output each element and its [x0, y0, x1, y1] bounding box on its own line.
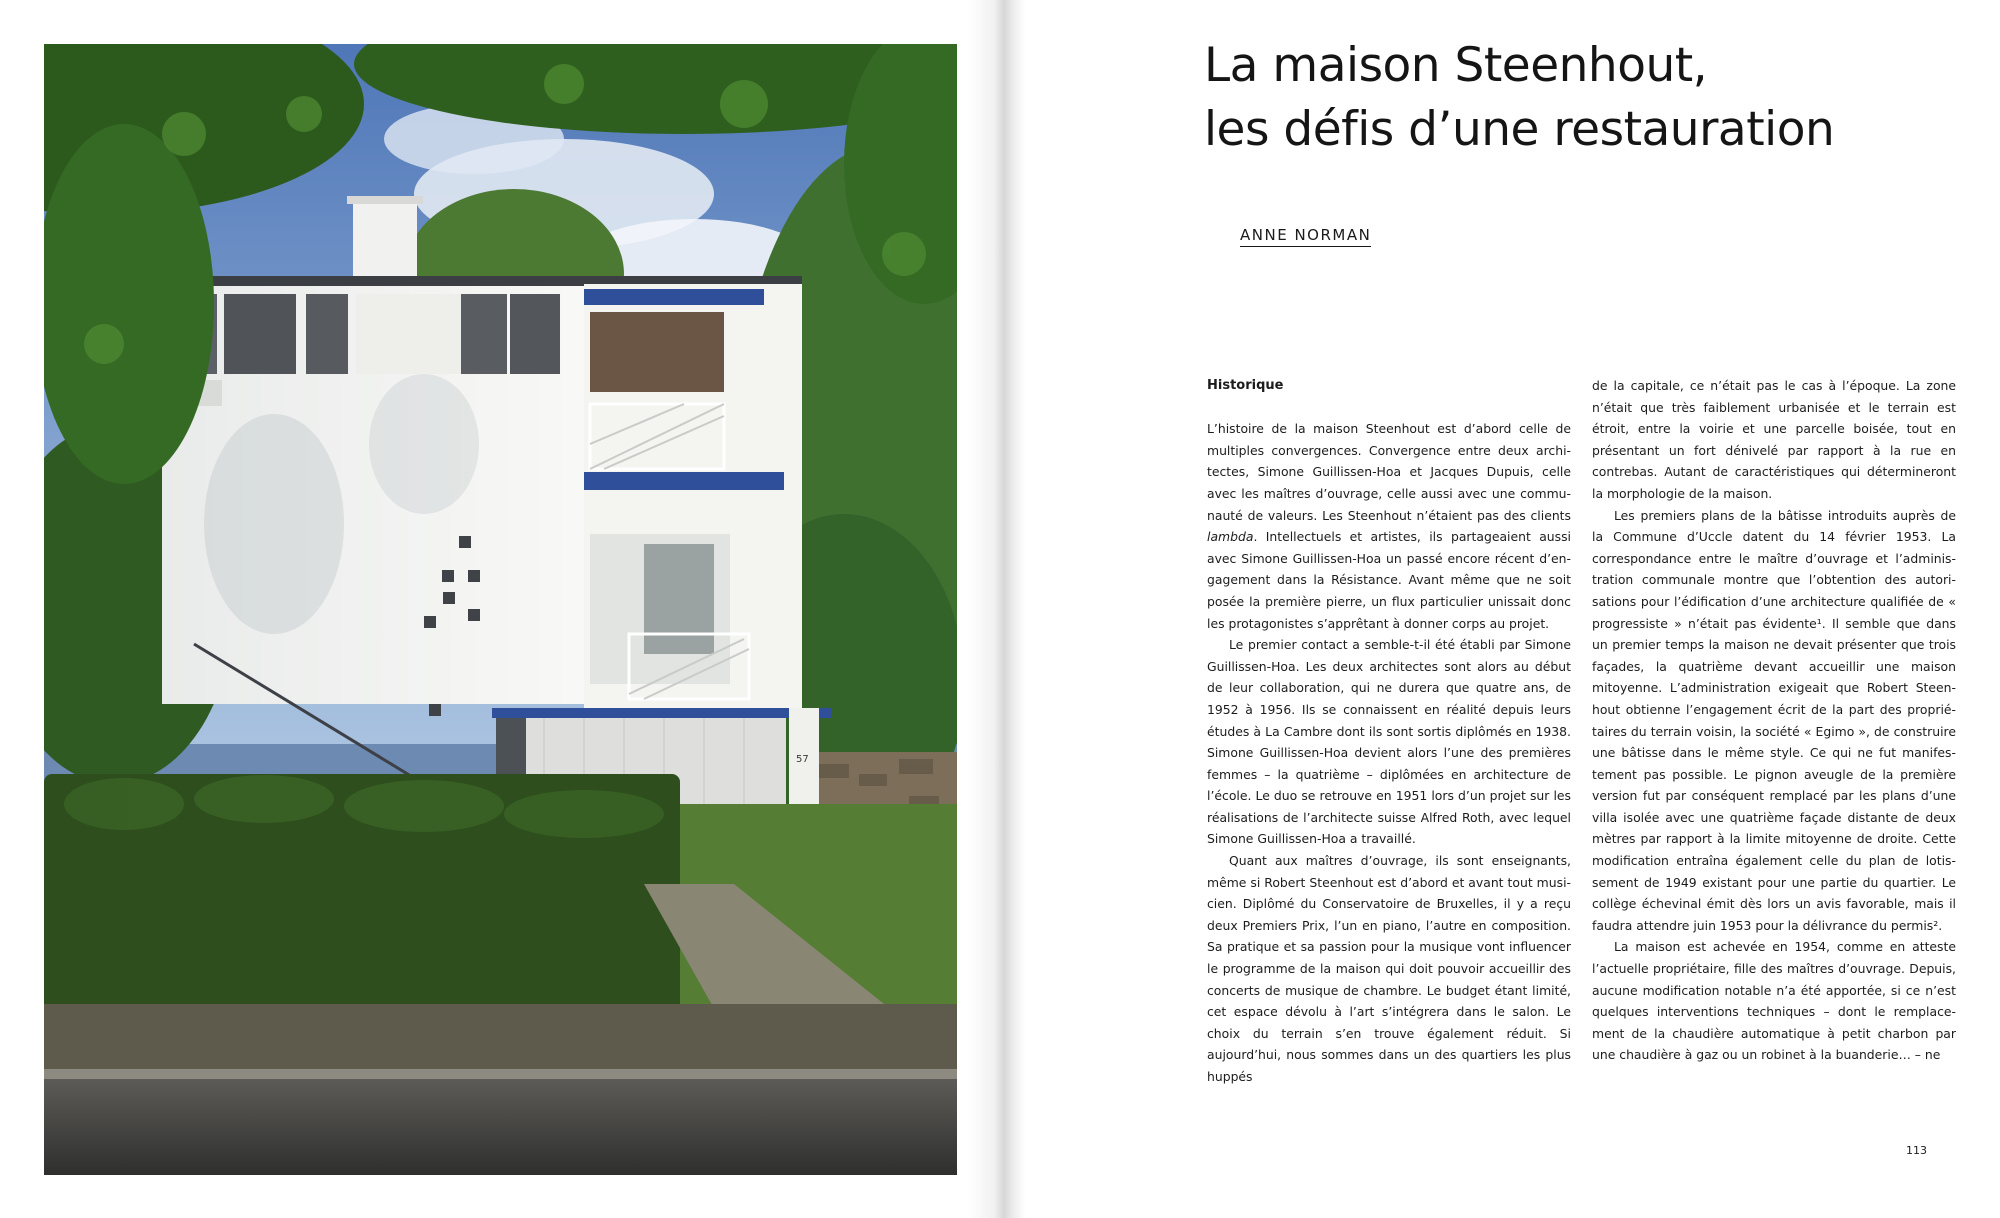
road [44, 1079, 957, 1175]
house-number: 57 [796, 754, 809, 765]
paragraph: Quant aux maîtres d’ouvrage, ils sont enseignants, même si Robert Steenhout est d’abord et avant tout musicien. Diplômé du Conservatoire de Bruxelles, il y a reçu deux Premiers Prix, l’un en piano, l’autre en composition. Sa pratique et sa passion pour la musique vont influencer le programme de la maison qui doit pouvoir accueillir des concerts de musique de chambre. Le budget étant limité, cet espace dévolu à l’art s’intégrera dans le salon. Le choix du terrain s’en trouve également réduit. Si aujourd’hui, nous sommes dans un des quartiers les plus huppés [1207, 853, 1571, 1084]
paragraph: L’histoire de la maison Steenhout est d’abord celle de multiples convergences. Convergence entre deux architectes, Simone Guillissen-Hoa et Jacques Dupuis, celle avec les maîtres d’ouvrage, celle aussi avec une communauté de valeurs. Les Steenhout n’étaient pas des clients lambda. Intellectuels et artistes, ils partageaient aussi avec Simone Guillissen-Hoa un passé encore récent d’engagement dans la Résistance. Avant même que ne soit posée la première pierre, un flux particulier unissait donc les protagonistes s’apprêtant à donner corps au projet. [1207, 421, 1571, 631]
paragraph: La maison est achevée en 1954, comme en atteste l’actuelle propriétaire, fille des maîtres d’ouvrage. Depuis, aucune modification notable n’a été apportée, si ce n’est quelques interventions techniques – dont le remplacement de la chaudière automatique à petit charbon par une chaudière à gaz ou un robinet à la buanderie… – ne [1592, 939, 1956, 1063]
paragraph: de la capitale, ce n’était pas le cas à l’époque. La zone n’était que très faiblement urbanisée et le terrain est étroit, entre la voirie et une parcelle boisée, tout en présentant un fort dénivelé par rapport à la rue en contrebas. Autant de caractéristiques qui détermineront la morphologie de la maison. [1592, 378, 1956, 501]
house-photo-illustration [44, 44, 957, 1175]
paragraph: Le premier contact a semble-t-il été établi par Simone Guillissen-Hoa. Les deux architectes sont alors au début de leur collaboration, qui ne durera que quatre ans, de 1952 à 1956. Ils se connaissent en réalité depuis leurs études à La Cambre dont ils sont sortis diplômés en 1938. Simone Guillissen-Hoa devient alors l’une des premières femmes – la quatrième – diplômées en architecture de l’école. Le duo se retrouve en 1951 lors d’un projet sur les réalisations de l’architecte suisse Alfred Roth, avec lequel Simone Guillissen-Hoa a travaillé. [1207, 637, 1571, 847]
book-gutter [968, 0, 1026, 1218]
section-heading: Historique [1207, 378, 1284, 393]
author-byline: ANNE NORMAN [1240, 226, 1371, 247]
article-title-line-2: les défis d’une restauration [1204, 102, 1835, 157]
article-title [1204, 34, 1924, 162]
text-column-1 [1207, 375, 1571, 1088]
paragraph: Les premiers plans de la bâtisse introduits auprès de la Commune d’Uccle datent du 14 février 1953. La correspondance entre le maître d’ouvrage et l’administration communale montre que l’obtention des autorisations pour l’édification d’une architecture qualifiée de « progressiste » n’était pas évidente¹. Il semble que dans un premier temps la maison ne devait présenter que trois façades, la quatrième devant accueillir une maison mitoyenne. L’administration exigeait que Robert Steenhout obtienne l’engagement écrit de la part des propriétaires du terrain voisin, la société « Egimo », de construire une bâtisse dans le même style. Ce qui ne fut manifestement pas possible. Le pignon aveugle de la première version fut par conséquent remplacé par les plans d’une villa isolée avec une quatrième façade distante de deux mètres par rapport à la limite mitoyenne de droite. Cette modification entraîna également celle du plan de lotissement de 1949 existant pour une partie du quartier. Le collège échevinal émit dès lors un avis favorable, mais il faudra attendre juin 1953 pour la délivrance du permis². [1592, 507, 1956, 933]
text-column-2 [1592, 375, 1956, 1066]
right-page [1026, 0, 2000, 1218]
chimney [353, 200, 417, 280]
house-photo [44, 44, 957, 1175]
emphasis-text: lambda [1207, 529, 1254, 545]
page-number: 113 [1906, 1144, 1927, 1157]
article-title-line-1: La maison Steenhout, [1204, 38, 1708, 93]
